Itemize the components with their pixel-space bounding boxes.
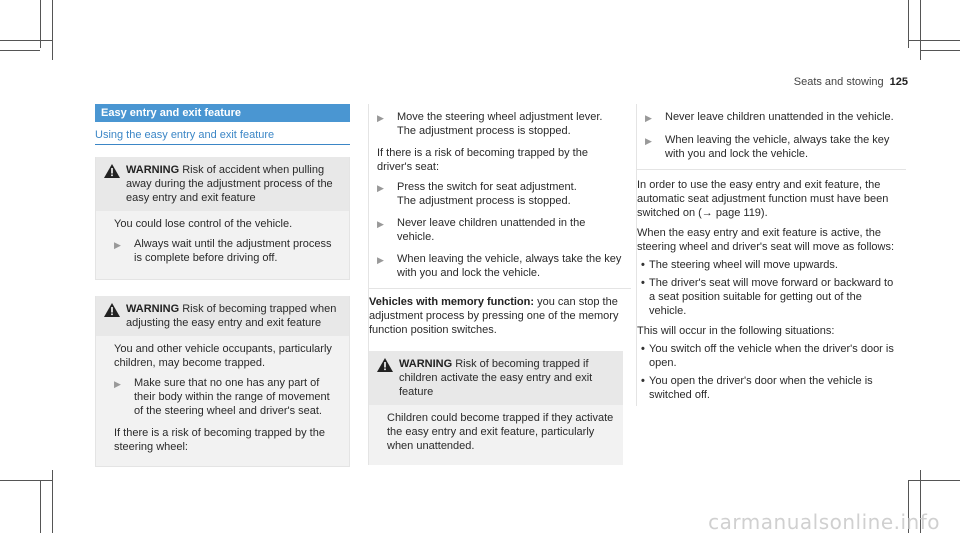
step-arrow-icon: ▶ (377, 113, 384, 123)
crop-mark (52, 0, 53, 60)
step-item (114, 237, 341, 265)
crop-mark (908, 480, 960, 481)
section-name: Seats and stowing (793, 76, 884, 88)
step-item (377, 110, 623, 138)
crop-mark (52, 470, 53, 533)
warning-triangle-icon (104, 164, 120, 178)
crop-mark (0, 480, 52, 481)
step-arrow-icon: ▶ (377, 183, 384, 193)
step-result: The adjustment process is stopped. (397, 125, 571, 137)
section-subtitle: Using the easy entry and exit feature (95, 128, 350, 145)
step-result: The adjustment process is stopped. (397, 195, 571, 207)
crop-mark (40, 480, 41, 533)
list-item (637, 276, 898, 318)
warning-label: WARNING (399, 358, 453, 370)
list-item (637, 342, 898, 370)
warning-box (95, 157, 350, 280)
list-text: You open the driver's door when the vehicle is switched off. (649, 375, 873, 401)
step-arrow-icon: ▶ (114, 379, 121, 389)
step-text: Press the switch for seat adjustment. (397, 181, 577, 193)
warning-body (369, 405, 623, 465)
step-arrow-icon: ▶ (645, 136, 652, 146)
list-text: The driver's seat will move forward or backward to a seat position suitable for getting out of the vehicle. (649, 277, 894, 317)
column-2 (368, 104, 623, 465)
memory-label: Vehicles with memory function: (369, 296, 535, 308)
bullet-icon: • (641, 343, 645, 355)
column-3 (636, 104, 898, 406)
warning-text: Children could become trapped if they activate the easy entry and exit feature, particularly when unattended. (387, 412, 614, 452)
list-text: The steering wheel will move upwards. (649, 259, 838, 271)
paragraph: If there is a risk of becoming trapped by the driver's seat: (377, 147, 588, 173)
step-item (377, 216, 623, 244)
list-item (637, 258, 898, 272)
crop-mark (920, 0, 921, 60)
step-arrow-icon: ▶ (377, 219, 384, 229)
warning-text: If there is a risk of becoming trapped by the steering wheel: (114, 427, 325, 453)
list-text: You switch off the vehicle when the driver's door is open. (649, 343, 894, 369)
warning-label: WARNING (126, 303, 180, 315)
page-header (794, 75, 908, 89)
page-number: 125 (889, 76, 908, 88)
warning-triangle-icon (377, 358, 393, 372)
step-arrow-icon: ▶ (114, 240, 121, 250)
warning-text: You could lose control of the vehicle. (114, 218, 293, 230)
crop-mark (908, 40, 960, 41)
bullet-icon: • (641, 375, 645, 387)
step-item (114, 376, 341, 418)
step-item (377, 180, 623, 208)
warning-triangle-icon (104, 303, 120, 317)
warning-heading: Risk of accident when pulling away during the adjustment process of the easy entry and exit feature (126, 164, 333, 204)
warning-heading: Risk of becoming trapped if children activate the easy entry and exit feature (399, 358, 593, 398)
step-item (645, 133, 898, 161)
step-item (377, 252, 623, 280)
warning-head (369, 351, 623, 405)
crop-mark (0, 40, 52, 41)
warning-body (96, 211, 349, 279)
warning-head (96, 296, 349, 336)
step-text: Make sure that no one has any part of their body within the range of movement of the steering wheel and driver's seat. (134, 377, 330, 417)
list-item (637, 374, 898, 402)
warning-heading: Risk of becoming trapped when adjusting the easy entry and exit feature (126, 303, 337, 329)
step-text: Never leave children unattended in the vehicle. (665, 111, 894, 123)
paragraph: When the easy entry and exit feature is active, the steering wheel and driver's seat will move as follows: (637, 227, 895, 253)
warning-label: WARNING (126, 164, 180, 176)
step-arrow-icon: ▶ (645, 113, 652, 123)
step-text: Never leave children unattended in the vehicle. (397, 217, 586, 243)
step-text: Move the steering wheel adjustment lever. (397, 111, 603, 123)
warning-body (96, 336, 349, 466)
section-title: Easy entry and exit feature (95, 104, 350, 122)
crop-mark (920, 50, 960, 51)
watermark: carmanualsonline.info (708, 510, 940, 533)
step-text: Always wait until the adjustment process is complete before driving off. (134, 238, 332, 264)
paragraph: In order to use the easy entry and exit feature, the automatic seat adjustment function must have been switched on (→ page 119). (637, 179, 889, 219)
step-arrow-icon: ▶ (377, 255, 384, 265)
crop-mark (0, 50, 40, 51)
paragraph: This will occur in the following situations: (637, 325, 835, 337)
warning-box (95, 296, 350, 467)
step-item (645, 110, 898, 125)
bullet-icon: • (641, 277, 645, 289)
column-1 (95, 104, 350, 467)
warning-box (369, 351, 623, 465)
step-text: When leaving the vehicle, always take the key with you and lock the vehicle. (397, 253, 622, 279)
memory-text: you can stop the adjustment process by pressing one of the memory function position switches. (369, 296, 619, 336)
bullet-icon: • (641, 259, 645, 271)
step-text: When leaving the vehicle, always take the key with you and lock the vehicle. (665, 134, 890, 160)
warning-text: You and other vehicle occupants, particularly children, may become trapped. (114, 343, 332, 369)
warning-head (96, 157, 349, 211)
